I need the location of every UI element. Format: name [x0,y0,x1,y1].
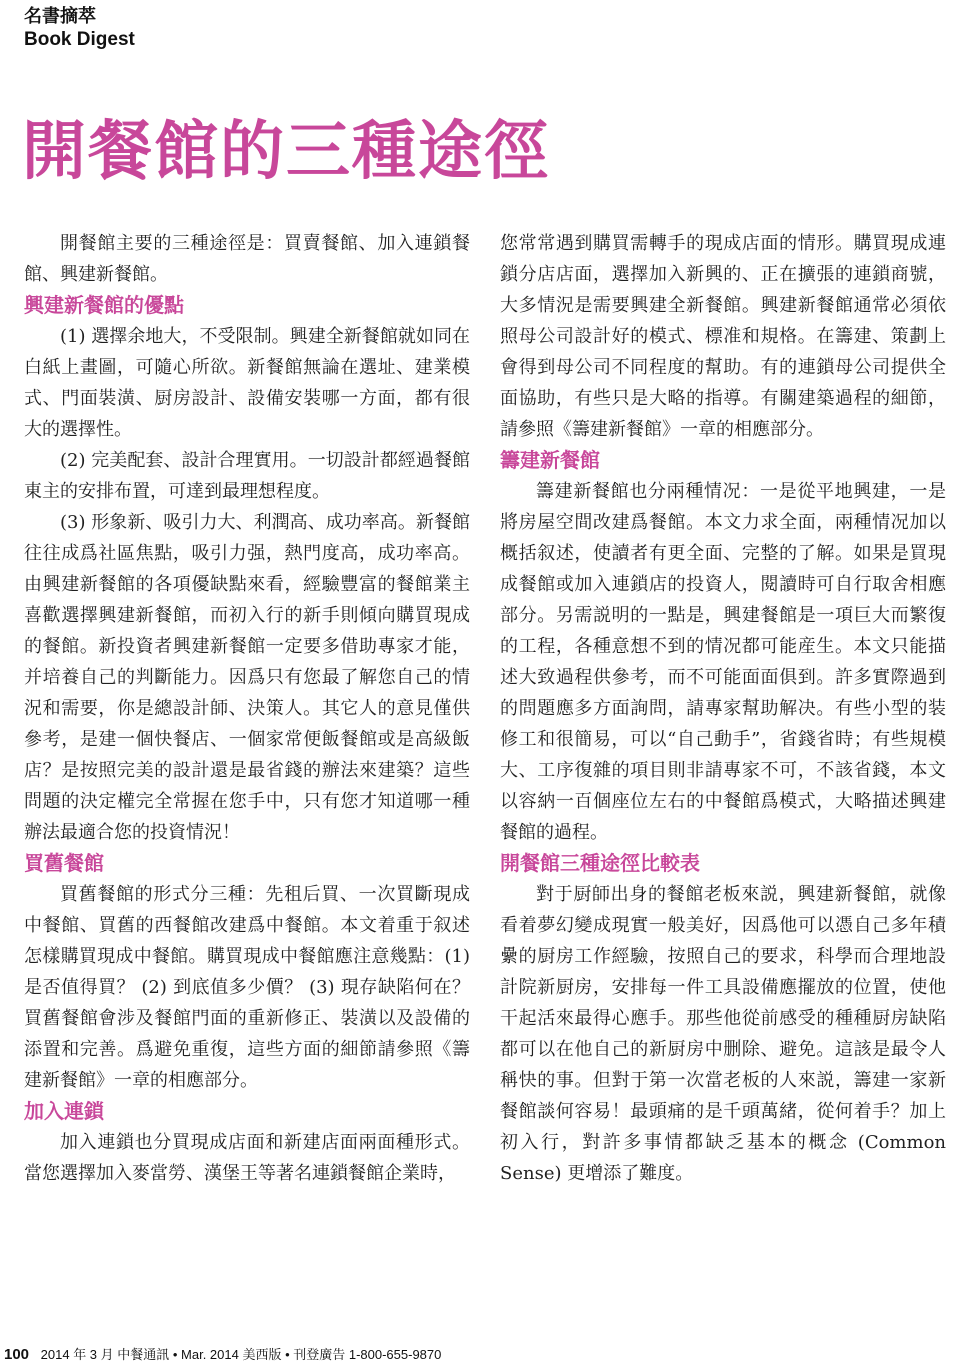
section-category-en: Book Digest [24,29,135,50]
paragraph: 對于厨師出身的餐館老板來説，興建新餐館，就像看着夢幻變成現實一般美好，因爲他可以憑自己多年積纍的厨房工作經驗，按照自己的要求，科學而合理地設計院新厨房，安排每一件工具設備應擺放的位置，使他干起活來最得心應手。那些他從前感受的種種厨房缺陷都可以在他自己的新厨房中删除、避免。這該是最令人稱快的事。但對于第一次當老板的人來説，籌建一家新餐館談何容易！最頭痛的是千頭萬緒，從何着手？加上初入行，對許多事情都缺乏基本的概念 (Common Sense) 更增添了難度。 [500,884,946,1184]
paragraph: 加入連鎖也分買現成店面和新建店面兩面種形式。當您選擇加入麥當勞、漢堡王等著名連鎖餐館企業時， [24,1132,470,1184]
section-heading-new-build-advantages: 興建新餐館的優點 [24,293,184,317]
section-heading-franchise: 加入連鎖 [24,1099,104,1123]
left-column [24,228,470,1189]
section-category-zh: 名書摘萃 [24,6,96,27]
paragraph: 籌建新餐館也分兩種情况：一是從平地興建，一是將房屋空間改建爲餐館。本文力求全面，兩種情况加以概括叙述，使讀者有更全面、完整的了解。如果是買現成餐館或加入連鎖店的投資人，閱讀時可自行取舍相應部分。另需説明的一點是，興建餐館是一項巨大而繁復的工程，各種意想不到的情况都可能産生。本文只能描述大致過程供參考，而不可能面面俱到。許多實際過到的問題應多方面詢問，請專家幫助解决。有些小型的装修工和很簡易，可以“自己動手”，省錢省時；有些規模大、工序復雜的項目則非請專家不可，不該省錢，本文以容納一百個座位左右的中餐館爲模式，大略描述興建餐館的過程。 [500,481,946,843]
section-heading-buy-used: 買舊餐館 [24,851,104,875]
section-heading-comparison: 開餐館三種途徑比較表 [500,851,700,875]
page-footer [4,1346,441,1364]
paragraph: 買舊餐館的形式分三種：先租后買、一次買斷現成中餐館、買舊的西餐館改建爲中餐館。本文着重于叙述怎樣購買現成中餐館。購買現成中餐館應注意幾點：(1) 是否值得買？ (2) 到底值多少價？ (3) 現存缺陷何在？買舊餐館會涉及餐館門面的重新修正、裝潢以及設備的添置和完善。爲避免重復，這些方面的細節請參照《籌建新餐館》一章的相應部分。 [24,884,470,1091]
paragraph: (1) 選擇余地大，不受限制。興建全新餐館就如同在白紙上畫圖，可隨心所欲。新餐館無論在選址、建業模式、門面裝潢、厨房設計、設備安裝哪一方面，都有很大的選擇性。 [24,326,470,440]
section-heading-planning-new: 籌建新餐館 [500,448,600,472]
paragraph: (3) 形象新、吸引力大、利潤高、成功率高。新餐館往往成爲社區焦點，吸引力强，熱門度高，成功率高。由興建新餐館的各項優缺點來看，經驗豐富的餐館業主喜歡選擇興建新餐館，而初入行的新手則傾向購買現成的餐館。新投資者興建新餐館一定要多借助專家才能，并培養自己的判斷能力。因爲只有您最了解您自己的情況和需要，你是總設計師、決策人。其它人的意見僅供參考，是建一個快餐店、一個家常便飯餐館或是高級飯店？是按照完美的設計還是最省錢的辦法來建築？這些問題的決定權完全常握在您手中，只有您才知道哪一種辦法最適合您的投資情況！ [24,512,470,843]
intro-paragraph: 開餐館主要的三種途徑是：買賣餐館、加入連鎖餐館、興建新餐館。 [24,233,470,285]
page-number: 100 [4,1346,30,1363]
paragraph: (2) 完美配套、設計合理實用。一切設計都經過餐館東主的安排布置，可達到最理想程度。 [24,450,470,502]
right-column [500,228,946,1189]
footer-info: 2014 年 3 月 中餐通訊 • Mar. 2014 美西版 • 刊登廣告 1-800-655-9870 [40,1347,442,1362]
continued-paragraph: 您常常遇到購買需轉手的現成店面的情形。購買現成連鎖分店店面，選擇加入新興的、正在擴張的連鎖商號，大多情況是需要興建全新餐館。興建新餐館通常必須依照母公司設計好的模式、標准和規格。在籌建、策劃上會得到母公司不同程度的幫助。有的連鎖母公司提供全面協助，有些只是大略的指導。有關建築過程的細節，請參照《籌建新餐館》一章的相應部分。 [500,233,946,440]
article-title: 開餐館的三種途徑 [22,114,550,189]
page-header [24,6,135,52]
